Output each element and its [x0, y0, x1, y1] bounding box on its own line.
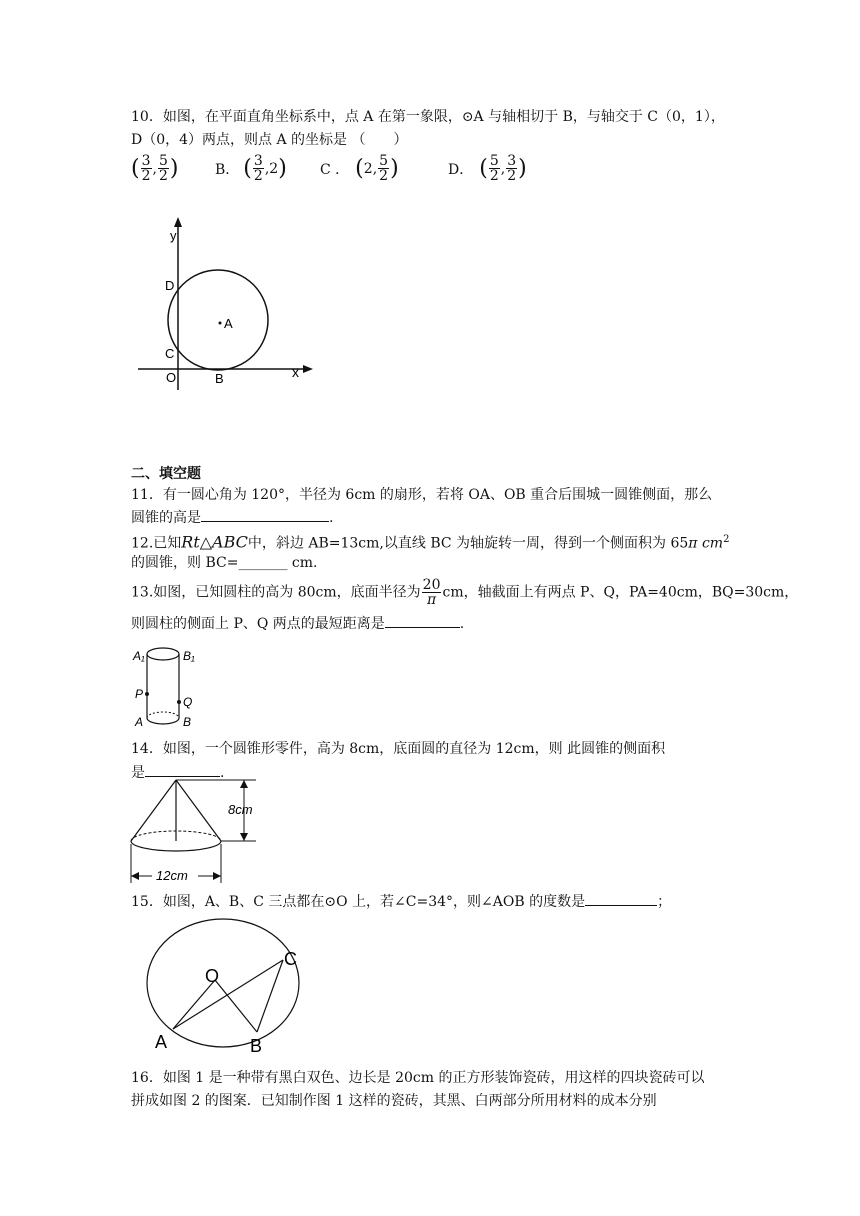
segment-oa	[173, 980, 215, 1029]
q15-text: 15．如图，A、B、C 三点都在⊙O 上，若∠C=34°，则∠AOB 的度数是 ；	[131, 891, 671, 912]
label-o: O	[205, 966, 220, 986]
option-c-y: $\frac{5}{2}$	[379, 153, 389, 184]
label-b: B	[215, 371, 224, 386]
q13-text-line2: 则圆柱的侧面上 P、Q 两点的最短距离是 .	[131, 613, 464, 634]
height-arrow-down-icon	[240, 833, 248, 841]
label-a: A	[224, 316, 233, 331]
label-a: A	[155, 1032, 168, 1052]
x-axis-arrow-icon	[303, 365, 313, 373]
q11-answer-blank[interactable]	[201, 507, 329, 522]
q11-text-line1: 11．有一圆心角为 120°，半径为 6cm 的扇形，若将 OA、OB 重合后围城一圆锥侧面，那么	[131, 487, 713, 503]
center-a-dot	[219, 322, 222, 325]
circle-a	[168, 270, 268, 370]
q13-answer-blank[interactable]	[385, 613, 460, 628]
option-a-y: $\frac{5}{2}$	[158, 153, 168, 184]
q16-text-line2: 拼成如图 2 的图案．已知制作图 1 这样的瓷砖，其黑、白两部分所用材料的成本分别	[131, 1093, 657, 1109]
q14-text-line2: 是 .	[131, 762, 224, 783]
cylinder-bottom-front	[147, 718, 179, 724]
q10-option-b: B． ( $\frac{3}{2}$ , 2 )	[215, 153, 287, 184]
q12-text-line1: 12.已知Rt△ABC中，斜边 AB=13cm,以直线 BC 为轴旋转一周，得到一个侧面积为 65π $cm^2$	[131, 532, 730, 552]
diameter-arrow-left-icon	[131, 872, 139, 880]
cone-right-slant	[176, 780, 221, 841]
q10-text-line1: 10．如图，在平面直角坐标系中，点 A 在第一象限，⊙A 与轴相切于 B，与轴交于 C（0，1），	[131, 109, 725, 125]
label-a1: A₁	[133, 649, 145, 663]
cone-base-front	[131, 841, 221, 851]
segment-ob	[215, 980, 257, 1032]
q13-cylinder-figure	[133, 640, 233, 735]
label-o: O	[166, 370, 177, 385]
label-b: B	[183, 715, 192, 729]
circle-o	[147, 919, 299, 1047]
q14-cone-figure	[126, 778, 266, 888]
option-b-x: $\frac{3}{2}$	[253, 153, 263, 184]
q10-option-d: D． ( $\frac{5}{2}$ , $\frac{3}{2}$ )	[448, 153, 527, 184]
q16-text-line1: 16．如图 1 是一种带有黑白双色、边长是 20cm 的正方形装饰瓷砖，用这样的四块瓷砖可以	[131, 1070, 705, 1086]
label-p: P	[135, 687, 144, 701]
option-a-x: $\frac{3}{2}$	[141, 153, 151, 184]
y-axis-arrow-icon	[174, 217, 182, 227]
cylinder-bottom-back	[147, 712, 179, 718]
label-x: x	[292, 364, 299, 380]
label-y: y	[170, 228, 177, 243]
segment-bc	[257, 960, 283, 1032]
q12-answer-blank[interactable]: _______	[238, 555, 288, 571]
label-d: D	[165, 278, 175, 293]
q10-option-a: ( $\frac{3}{2}$ , $\frac{5}{2}$ )	[131, 153, 179, 184]
q13-text-line1: 13.如图，已知圆柱的高为 80cm，底面半径为 $\frac{20}{\pi}$ cm，轴截面上有两点 P、Q，PA=40cm，BQ=30cm，	[131, 577, 799, 608]
label-c: C	[284, 949, 297, 969]
section-title: 二、填空题	[131, 466, 201, 482]
q15-circle-figure	[145, 918, 305, 1058]
point-p-dot	[145, 692, 149, 696]
segment-ac	[173, 960, 283, 1029]
q10-coordinate-figure	[130, 215, 320, 395]
height-arrow-up-icon	[240, 780, 248, 788]
diameter-arrow-right-icon	[213, 872, 221, 880]
q11-text-line2: 圆锥的高是 .	[131, 507, 333, 528]
label-q: Q	[183, 695, 193, 709]
q14-answer-blank[interactable]	[145, 762, 220, 777]
q10-text-line2: D（0，4）两点，则点 A 的坐标是 （ ）	[131, 132, 408, 148]
option-d-x: $\frac{5}{2}$	[489, 153, 499, 184]
label-a: A	[135, 715, 144, 729]
cylinder-top-ellipse	[147, 648, 179, 660]
q10-option-c: C ． ( 2 , $\frac{5}{2}$ )	[320, 153, 399, 184]
q15-answer-blank[interactable]	[585, 891, 657, 906]
point-q-dot	[177, 700, 181, 704]
height-label: 8cm	[228, 802, 253, 817]
q12-text-line2: 的圆锥，则 BC=_______ cm.	[131, 555, 318, 571]
q14-text-line1: 14．如图，一个圆锥形零件，高为 8cm，底面圆的直径为 12cm，则 此圆锥的侧面积	[131, 741, 666, 757]
label-c: C	[165, 346, 175, 361]
diameter-label: 12cm	[156, 868, 188, 883]
option-d-y: $\frac{3}{2}$	[507, 153, 517, 184]
q13-radius-fraction: $\frac{20}{\pi}$	[422, 577, 441, 608]
label-b: B	[250, 1036, 263, 1056]
label-b1: B₁	[183, 649, 195, 663]
